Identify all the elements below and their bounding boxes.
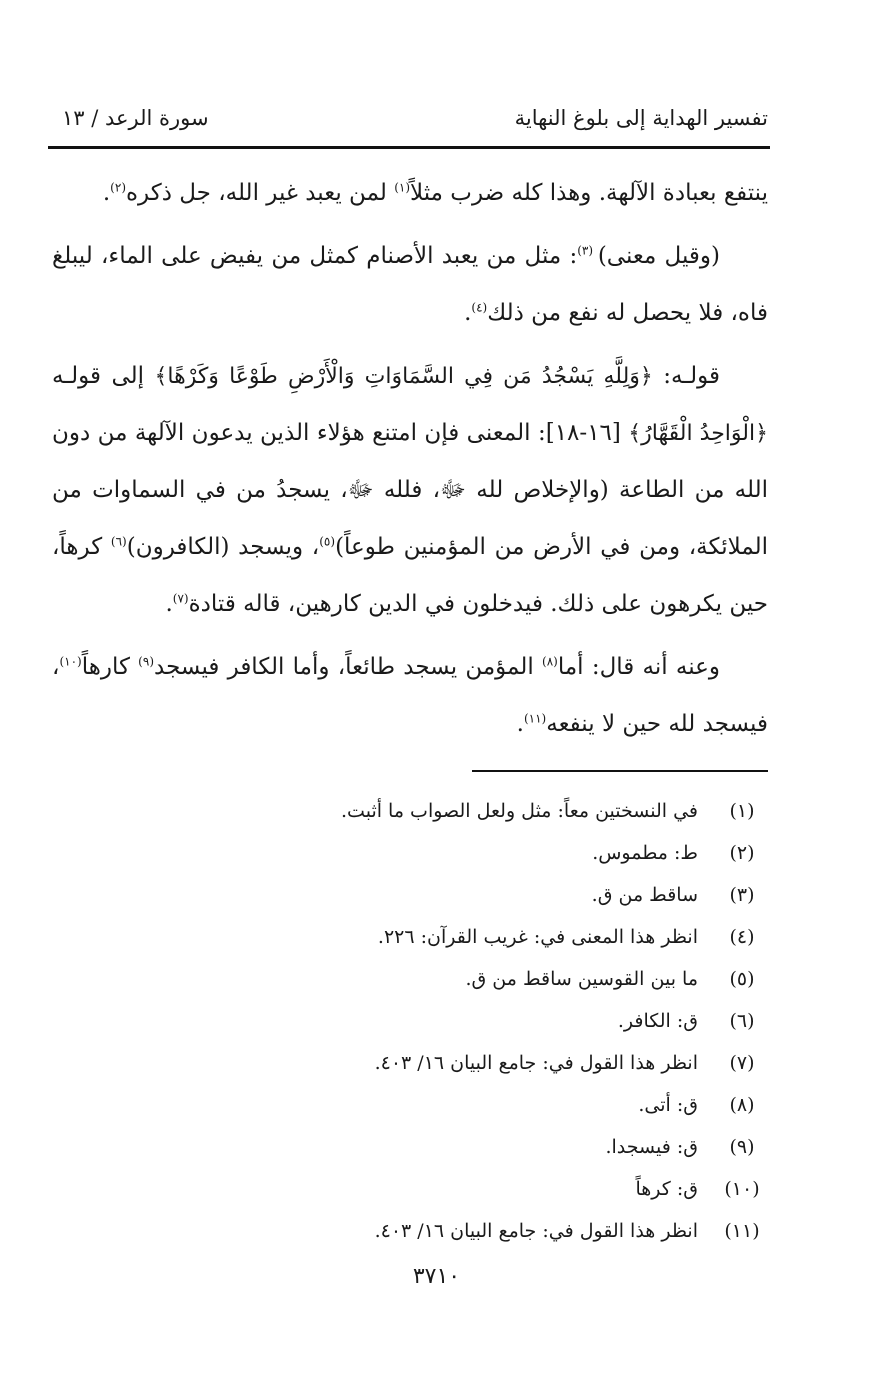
main-text — [52, 165, 768, 759]
quran-verse-1: ﴿وَلِلَّهِ يَسْجُدُ مَن فِي السَّمَاوَاتِ وَالْأَرْضِ طَوْعًا وَكَرْهًا﴾ — [154, 364, 653, 389]
footnote-number: (٦) — [729, 1010, 755, 1032]
text-run: [١٦-١٨]: المعنى فإن امتنع هؤلاء الذين يدعون الآلهة من دون الله من الطاعة (والإخلاص لله ﷻ، فلله ﷻ، يسجدُ من في السماوات من الملائكة، ومن في الأرض من المؤمنين طوعاً) — [52, 420, 769, 560]
footnote-text: ق: الكافر. — [617, 1010, 698, 1032]
text-run: . — [165, 591, 173, 617]
text-run: : مثل من يعبد الأصنام كمثل من يفيض على الماء، ليبلغ فاه، فلا يحصل له نفع من ذلك — [52, 243, 768, 326]
footnote-ref-4: (٤) — [471, 300, 488, 315]
footnote-item — [52, 1210, 768, 1252]
footnotes-list — [52, 790, 768, 1252]
footnote-item — [52, 832, 768, 874]
footnote-item — [52, 916, 768, 958]
footnote-text: ق: فيسجدا. — [605, 1136, 698, 1158]
footnote-number: (٩) — [729, 1136, 755, 1158]
text-run: . — [516, 711, 524, 737]
footnote-ref-11: (١١) — [523, 711, 547, 726]
footnote-text: انظر هذا القول في: جامع البيان ١٦/ ٤٠٣. — [374, 1220, 698, 1242]
footnote-text: انظر هذا المعنى في: غريب القرآن: ٢٢٦. — [377, 926, 698, 948]
text-run: . — [102, 180, 111, 206]
footnote-ref-6: (٦) — [110, 534, 127, 549]
footnote-item — [52, 1000, 768, 1042]
footnote-number: (١٠) — [724, 1178, 760, 1200]
footnote-item — [52, 1042, 768, 1084]
text-run: إلى قولـه — [52, 363, 155, 389]
footnote-text: ما بين القوسين ساقط من ق. — [465, 968, 698, 990]
footnote-number: (٤) — [729, 926, 755, 948]
footnote-text: ساقط من ق. — [591, 884, 698, 906]
footnote-number: (٥) — [729, 968, 755, 990]
footnote-ref-2: (٢) — [110, 180, 126, 195]
footnote-number: (٣) — [729, 884, 755, 906]
footnote-text: ق: أتى. — [638, 1094, 698, 1116]
text-run: ، فيسجد لله حين لا ينفعه — [52, 654, 768, 737]
text-run: كارهاً — [81, 654, 139, 680]
text-run: لمن يعبد غير الله، جل ذكره — [126, 180, 395, 206]
text-run: كرهاً، حين يكرهون على ذلك. فيدخلون في الدين كارهين، قاله قتادة — [52, 534, 768, 617]
footnote-ref-9: (٩) — [138, 654, 154, 669]
footnote-ref-5: (٥) — [319, 534, 336, 549]
footnote-item — [52, 1084, 768, 1126]
footnote-ref-1: (١) — [394, 180, 411, 195]
paragraph-2 — [52, 228, 768, 342]
footnote-item — [52, 790, 768, 832]
paragraph-1 — [52, 165, 768, 222]
text-run: (وقيل معنى) — [597, 243, 720, 269]
footnote-ref-8: (٨) — [542, 654, 558, 669]
footnote-item — [52, 1126, 768, 1168]
footnote-text: ط: مطموس. — [592, 842, 698, 864]
footnote-number: (١) — [729, 800, 755, 822]
text-run: ، ويسجد (الكافرون) — [126, 534, 320, 560]
text-run: قولـه: — [652, 363, 720, 389]
footnote-ref-10: (١٠) — [59, 654, 82, 669]
page-number: ٣٧١٠ — [412, 1264, 461, 1289]
footnote-ref-3: (٣) — [577, 243, 598, 258]
footnote-ref-7: (٧) — [172, 591, 189, 606]
text-run: المؤمن يسجد طائعاً، وأما الكافر فيسجد — [154, 654, 543, 680]
text-run: ينتفع بعبادة الآلهة. وهذا كله ضرب مثلاً — [410, 180, 768, 206]
footnote-item — [52, 958, 768, 1000]
text-run: . — [464, 300, 472, 326]
surah-label: سورة الرعد / ١٣ — [62, 106, 209, 130]
running-header — [52, 106, 768, 142]
footnote-text: في النسختين معاً: مثل ولعل الصواب ما أثبت. — [341, 800, 698, 822]
header-rule — [48, 146, 770, 149]
text-run: وعنه أنه قال: أما — [557, 654, 721, 680]
footnote-item — [52, 1168, 768, 1210]
footnote-text: ق: كرهاً — [635, 1178, 698, 1200]
footnote-separator — [472, 770, 768, 772]
footnote-number: (٨) — [729, 1094, 755, 1116]
paragraph-3 — [52, 348, 768, 633]
footnote-number: (١١) — [724, 1220, 760, 1242]
paragraph-4 — [52, 639, 768, 753]
footnote-number: (٢) — [729, 842, 755, 864]
footnote-item — [52, 874, 768, 916]
footnote-number: (٧) — [729, 1052, 755, 1074]
footnote-text: انظر هذا القول في: جامع البيان ١٦/ ٤٠٣. — [374, 1052, 698, 1074]
quran-verse-2: ﴿الْوَاحِدُ الْقَهَّارُ﴾ — [628, 421, 768, 446]
book-title: تفسير الهداية إلى بلوغ النهاية — [514, 106, 768, 130]
